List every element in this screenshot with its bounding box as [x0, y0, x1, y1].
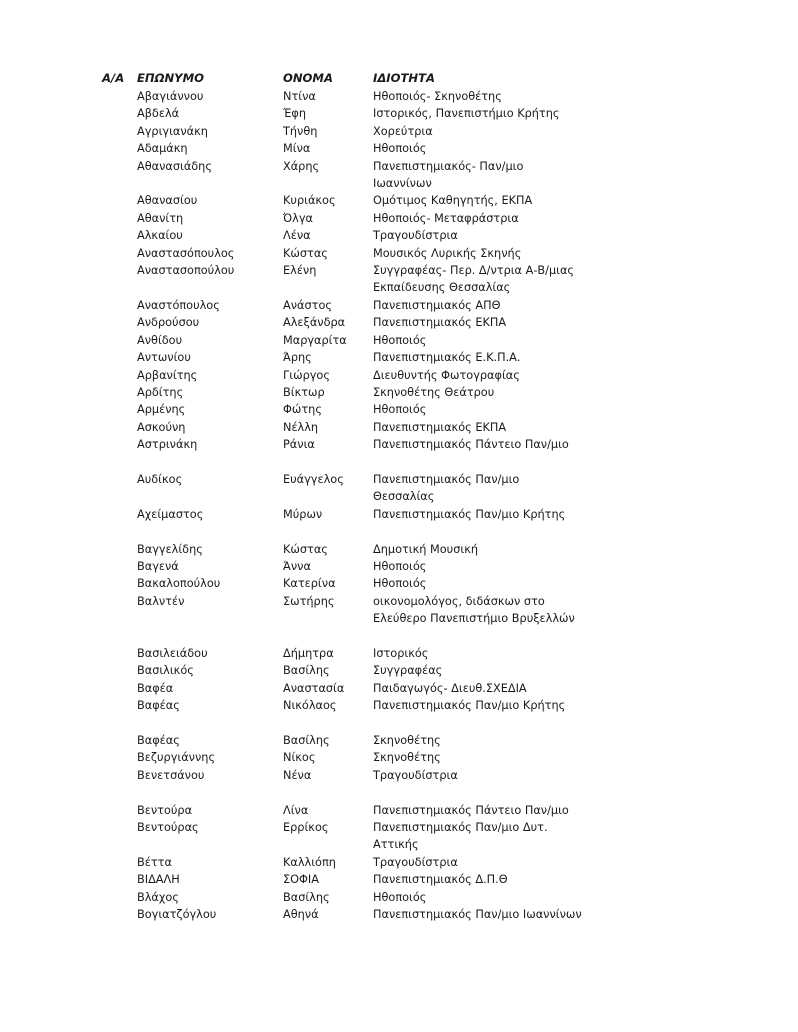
name-cell: Όλγα — [283, 211, 313, 225]
table-row — [102, 192, 583, 209]
role-cell: Πανεπιστημιακός Παν/μιο Θεσσαλίας — [373, 472, 520, 504]
table-row — [102, 332, 583, 349]
name-cell: Τήνθη — [283, 124, 318, 138]
table-row — [102, 401, 583, 418]
role-cell: Διευθυντής Φωτογραφίας — [373, 368, 520, 382]
role-cell: Ηθοποιός — [373, 559, 427, 573]
role-cell: Μουσικός Λυρικής Σκηνής — [373, 246, 522, 260]
table-row — [102, 367, 583, 384]
role-cell: Ηθοποιός — [373, 403, 427, 417]
name-cell: Ελένη — [283, 264, 317, 278]
table-row — [102, 471, 583, 506]
surname-cell: Αθανασίου — [137, 194, 198, 208]
name-cell: Βίκτωρ — [283, 385, 325, 399]
surname-cell: Αγριγιανάκη — [137, 124, 208, 138]
name-cell: Αθηνά — [283, 908, 319, 922]
header-role: ΙΔΙΟΤΗΤΑ — [373, 71, 435, 85]
table-row — [102, 662, 583, 679]
name-cell: Νέλλη — [283, 420, 319, 434]
name-cell: Μίνα — [283, 142, 311, 156]
table-row — [102, 906, 583, 923]
surname-cell: Βασιλικός — [137, 664, 194, 678]
table-row — [102, 802, 583, 819]
name-cell: Σωτήρης — [283, 594, 335, 608]
name-cell: Αλεξάνδρα — [283, 316, 346, 330]
table-row — [102, 645, 583, 662]
role-cell: Πανεπιστημιακός Πάντειο Παν/μιο — [373, 803, 569, 817]
header-name: ΟΝΟΜΑ — [283, 71, 333, 85]
role-cell: Ομότιμος Καθηγητής, ΕΚΠΑ — [373, 194, 533, 208]
role-cell: Πανεπιστημιακός ΑΠΘ — [373, 298, 501, 312]
name-cell: Έφη — [283, 107, 307, 121]
role-cell: Πανεπιστημιακός Δ.Π.Θ — [373, 873, 508, 887]
name-cell: Κυριάκος — [283, 194, 336, 208]
role-cell: Συγγραφέας — [373, 664, 443, 678]
table-row — [102, 506, 583, 523]
surname-cell: Αστρινάκη — [137, 438, 198, 452]
role-cell: Τραγουδίστρια — [373, 855, 458, 869]
name-cell: Νικόλαος — [283, 699, 337, 713]
name-cell: Ανάστος — [283, 298, 332, 312]
table-row — [102, 88, 583, 105]
table-row — [102, 541, 583, 558]
table-row — [102, 158, 583, 193]
blank-row — [102, 784, 583, 801]
surname-cell: Βαλντέν — [137, 594, 185, 608]
role-cell: Παιδαγωγός- Διευθ.ΣΧΕΔΙΑ — [373, 681, 527, 695]
name-cell: Βασίλης — [283, 733, 330, 747]
table-row — [102, 732, 583, 749]
surname-cell: Βεζυργιάννης — [137, 751, 216, 765]
table-row — [102, 227, 583, 244]
table-row — [102, 819, 583, 854]
table-row — [102, 767, 583, 784]
surname-cell: Βαφέας — [137, 699, 180, 713]
surname-cell: Βαγενά — [137, 559, 179, 573]
surname-cell: Ανθίδου — [137, 333, 183, 347]
role-cell: Πανεπιστημιακός ΕΚΠΑ — [373, 316, 507, 330]
table-row — [102, 593, 583, 628]
surname-cell: Αθανίτη — [137, 211, 184, 225]
table-row — [102, 558, 583, 575]
surname-cell: Βεντούρα — [137, 803, 193, 817]
name-cell: Ερρίκος — [283, 820, 329, 834]
surname-cell: Αβαγιάννου — [137, 90, 204, 103]
name-cell: Κατερίνα — [283, 577, 336, 591]
surname-cell: Βαγγελίδης — [137, 542, 203, 556]
role-cell: Πανεπιστημιακός Ε.Κ.Π.Α. — [373, 351, 521, 365]
name-cell: ΣΟΦΙΑ — [283, 873, 319, 887]
name-cell: Κώστας — [283, 246, 328, 260]
table-row — [102, 297, 583, 314]
surname-cell: ΒΙΔΑΛΗ — [137, 873, 180, 887]
role-cell: Τραγουδίστρια — [373, 229, 458, 243]
name-cell: Αναστασία — [283, 681, 345, 695]
role-cell: Πανεπιστημιακός Παν/μιο Κρήτης — [373, 507, 566, 521]
table-row — [102, 349, 583, 366]
surname-cell: Βαφέας — [137, 733, 180, 747]
name-cell: Άρης — [283, 351, 312, 365]
surname-cell: Βακαλοπούλου — [137, 577, 221, 591]
role-cell: Πανεπιστημιακός Πάντειο Παν/μιο — [373, 438, 569, 452]
blank-row — [102, 523, 583, 540]
surname-cell: Αθανασιάδης — [137, 159, 212, 173]
blank-row — [102, 715, 583, 732]
role-cell: Ηθοποιός — [373, 890, 427, 904]
name-cell: Βασίλης — [283, 890, 330, 904]
table-row — [102, 697, 583, 714]
role-cell: Σκηνοθέτης Θεάτρου — [373, 385, 495, 399]
role-cell: Ηθοποιός- Σκηνοθέτης — [373, 90, 502, 103]
surname-cell: Αχείμαστος — [137, 507, 204, 521]
name-cell: Δήμητρα — [283, 646, 334, 660]
table-row — [102, 140, 583, 157]
name-cell: Άννα — [283, 559, 311, 573]
surname-cell: Βλάχος — [137, 890, 179, 904]
surname-cell: Βαφέα — [137, 681, 174, 695]
surname-cell: Αρδίτης — [137, 385, 184, 399]
surname-cell: Βεντούρας — [137, 820, 199, 834]
surname-cell: Βογιατζόγλου — [137, 908, 217, 922]
role-cell: Ηθοποιός — [373, 142, 427, 156]
surname-cell: Αναστόπουλος — [137, 298, 220, 312]
surname-cell: Ανδρούσου — [137, 316, 200, 330]
role-cell: Χορεύτρια — [373, 124, 433, 138]
name-cell: Καλλιόπη — [283, 855, 336, 869]
role-cell: Ηθοποιός — [373, 333, 427, 347]
table-row — [102, 262, 583, 297]
role-cell: Ιστορικός, Πανεπιστήμιο Κρήτης — [373, 107, 560, 121]
table-row — [102, 384, 583, 401]
table-row — [102, 680, 583, 697]
surname-cell: Αναστασοπούλου — [137, 264, 235, 278]
role-cell: οικονομολόγος, διδάσκων στο Ελεύθερο Πανεπιστήμιο Βρυξελλών — [373, 594, 575, 626]
name-cell: Φώτης — [283, 403, 322, 417]
surname-cell: Αρβανίτης — [137, 368, 198, 382]
role-cell: Ηθοποιός- Μεταφράστρια — [373, 211, 519, 225]
table-row — [102, 854, 583, 871]
header-aa: Α/Α — [102, 71, 125, 85]
name-cell: Κώστας — [283, 542, 328, 556]
name-cell: Νένα — [283, 768, 312, 782]
table-row — [102, 889, 583, 906]
role-cell: Ηθοποιός — [373, 577, 427, 591]
name-cell: Μαργαρίτα — [283, 333, 347, 347]
table-row — [102, 749, 583, 766]
header-surname: ΕΠΩΝΥΜΟ — [137, 71, 204, 85]
surname-cell: Αλκαίου — [137, 229, 183, 243]
role-cell: Σκηνοθέτης — [373, 751, 441, 765]
role-cell: Πανεπιστημιακός Παν/μιο Ιωαννίνων — [373, 908, 582, 922]
surname-cell: Ασκούνη — [137, 420, 186, 434]
surname-cell: Αναστασόπουλος — [137, 246, 235, 260]
role-cell: Πανεπιστημιακός- Παν/μιο Ιωαννίνων — [373, 159, 524, 191]
name-cell: Ντίνα — [283, 90, 316, 103]
surname-cell: Αυδίκος — [137, 472, 183, 486]
blank-row — [102, 454, 583, 471]
table-row — [102, 575, 583, 592]
role-cell: Δημοτική Μουσική — [373, 542, 479, 556]
table-row — [102, 105, 583, 122]
surname-cell: Αντωνίου — [137, 351, 191, 365]
name-cell: Νίκος — [283, 751, 316, 765]
table-row — [102, 436, 583, 453]
role-cell: Σκηνοθέτης — [373, 733, 441, 747]
table-row — [102, 871, 583, 888]
name-cell: Λένα — [283, 229, 311, 243]
table-row — [102, 210, 583, 227]
blank-row — [102, 628, 583, 645]
role-cell: Τραγουδίστρια — [373, 768, 458, 782]
table-row — [102, 314, 583, 331]
role-cell: Πανεπιστημιακός Παν/μιο Κρήτης — [373, 699, 566, 713]
surname-cell: Βενετσάνου — [137, 768, 205, 782]
table-row — [102, 245, 583, 262]
name-cell: Ράνια — [283, 438, 315, 452]
role-cell: Συγγραφέας- Περ. Δ/ντρια Α-Β/μιας Εκπαίδευσης Θεσσαλίας — [373, 264, 575, 295]
surname-cell: Αβδελά — [137, 107, 180, 121]
name-cell: Χάρης — [283, 159, 320, 173]
surname-cell: Αδαμάκη — [137, 142, 188, 156]
role-cell: Πανεπιστημιακός ΕΚΠΑ — [373, 420, 507, 434]
role-cell: Πανεπιστημιακός Παν/μιο Δυτ. Αττικής — [373, 820, 548, 852]
name-cell: Λίνα — [283, 803, 309, 817]
participants-table — [102, 70, 583, 923]
name-cell: Ευάγγελος — [283, 472, 344, 486]
role-cell: Ιστορικός — [373, 646, 429, 660]
name-cell: Μύρων — [283, 507, 323, 521]
table-row — [102, 123, 583, 140]
surname-cell: Αρμένης — [137, 403, 186, 417]
name-cell: Βασίλης — [283, 664, 330, 678]
table-header-row — [102, 70, 583, 88]
table-row — [102, 419, 583, 436]
name-cell: Γιώργος — [283, 368, 330, 382]
surname-cell: Βέττα — [137, 855, 172, 869]
surname-cell: Βασιλειάδου — [137, 646, 208, 660]
